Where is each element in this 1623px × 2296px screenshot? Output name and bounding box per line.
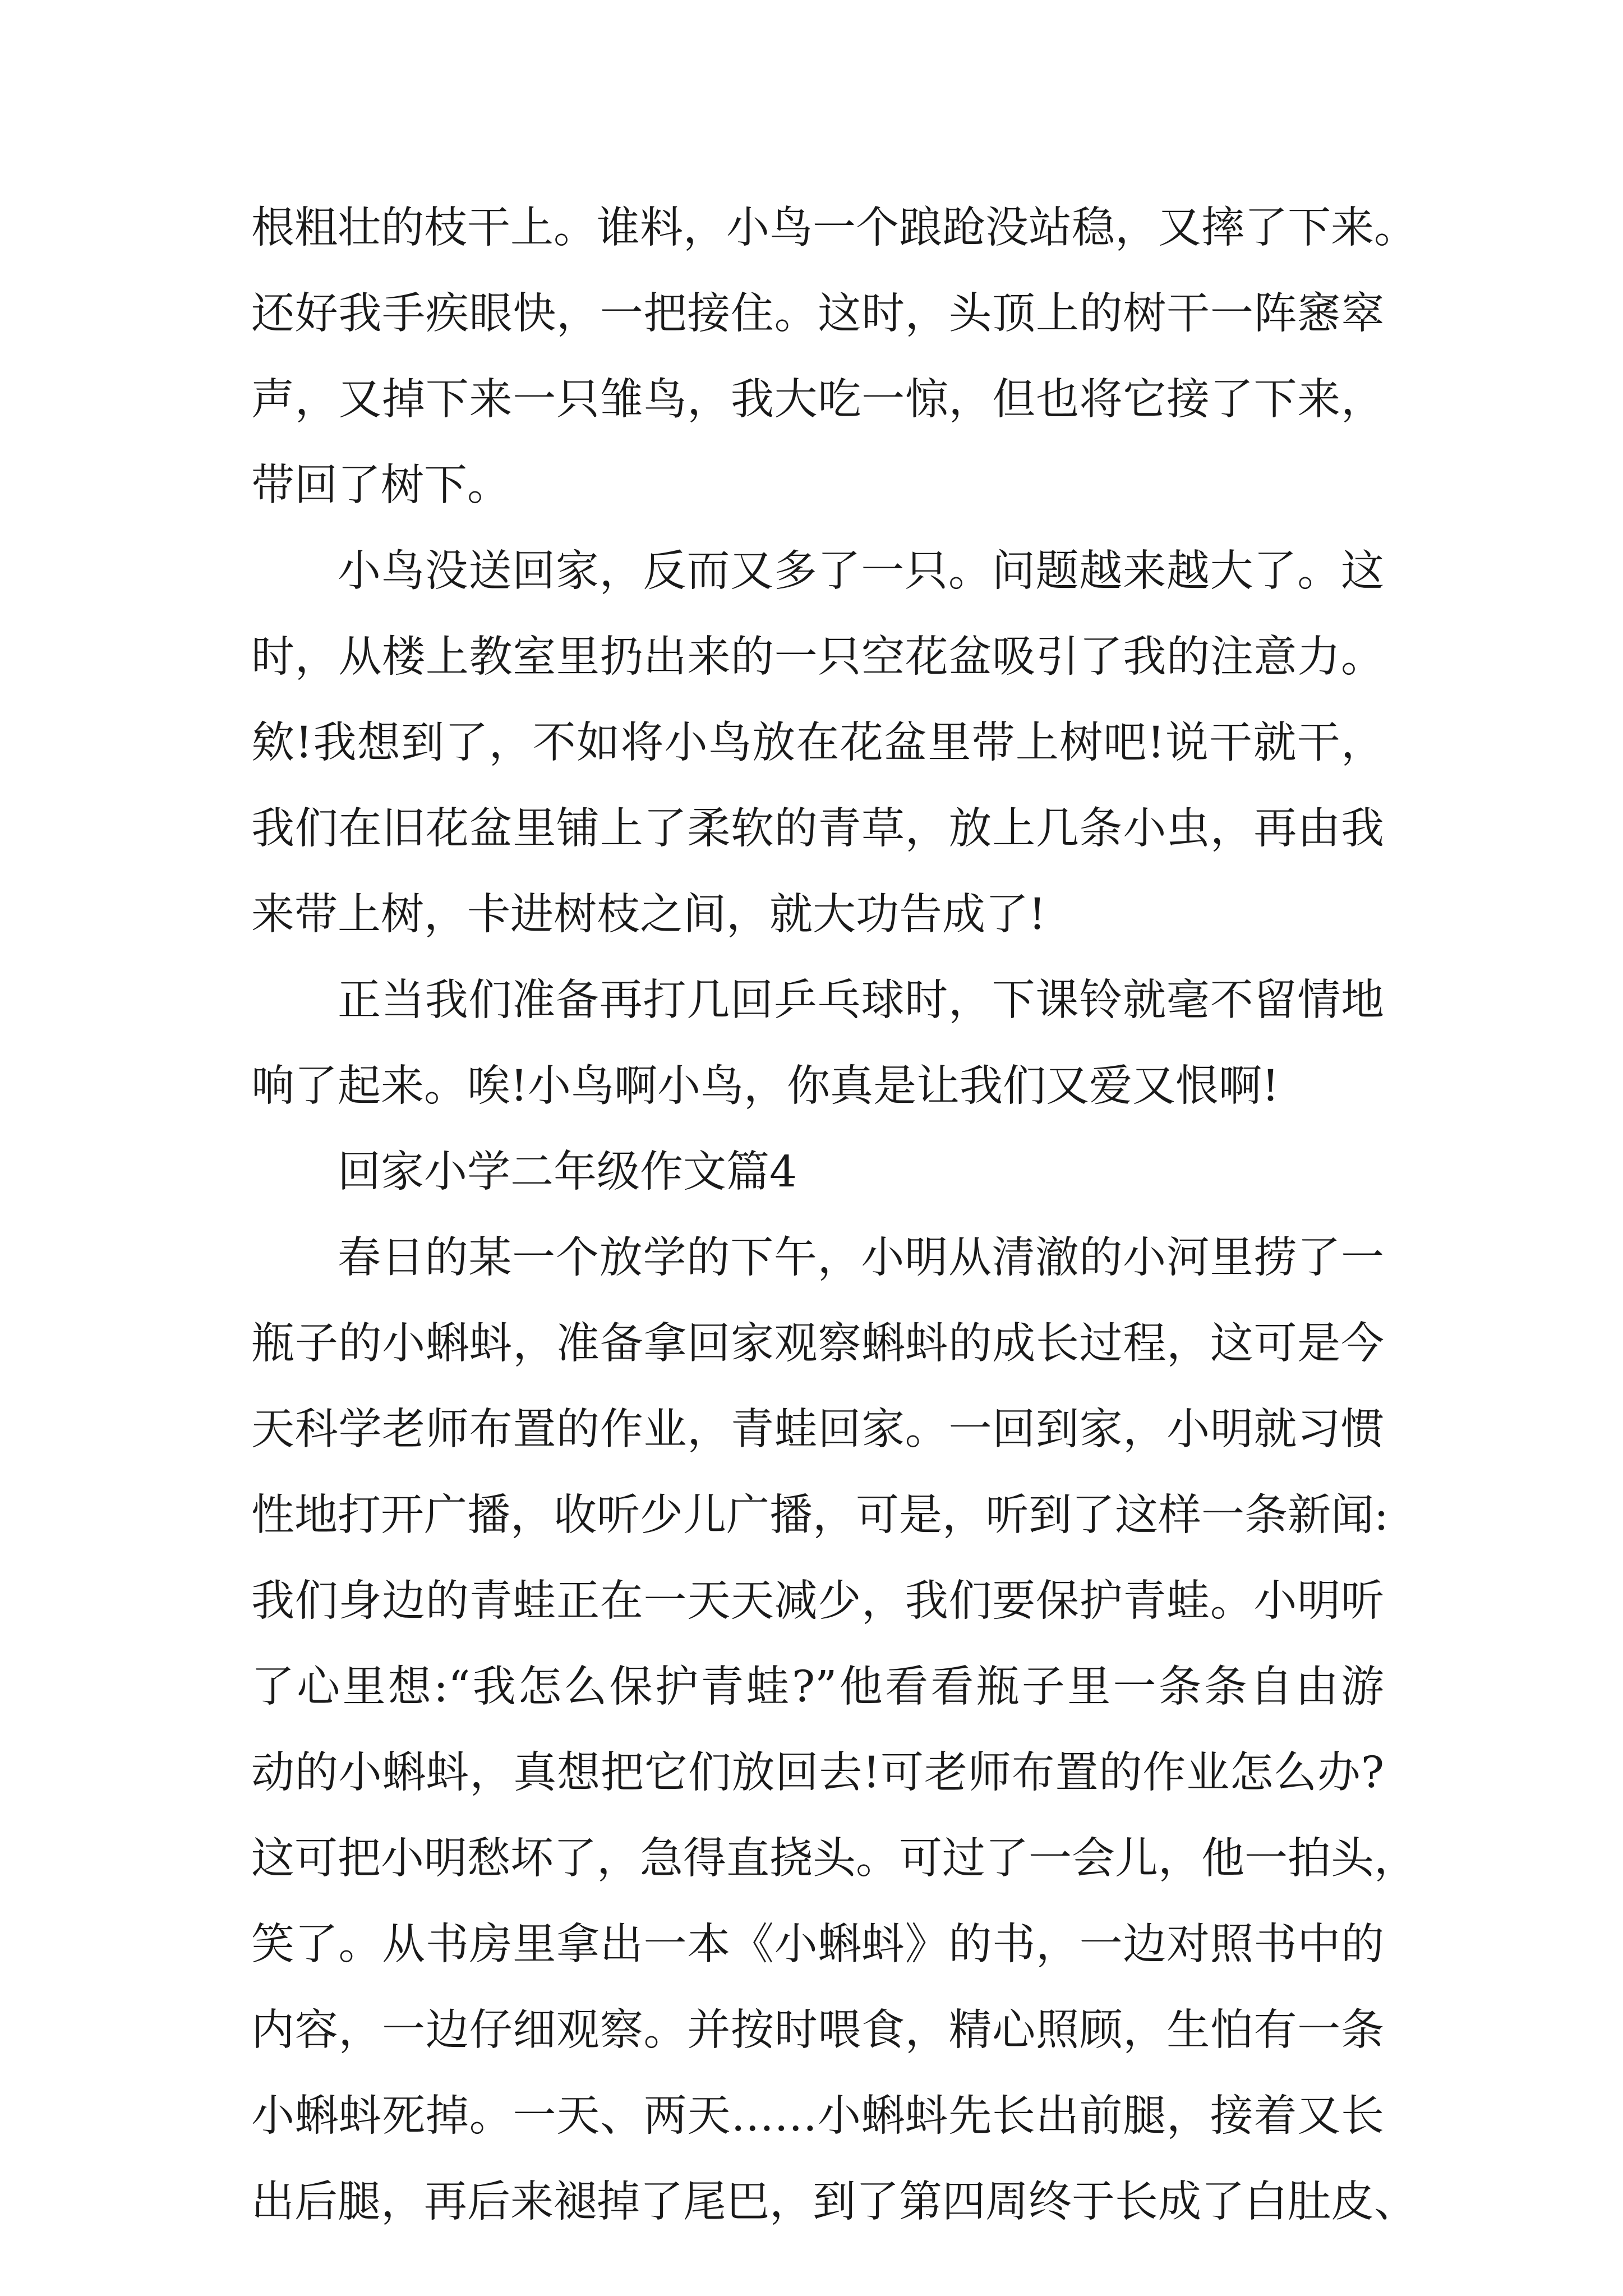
text-line: 了心里想:“我怎么保护青蛙?”他看看瓶子里一条条自由游 (251, 1662, 1384, 1712)
section-heading (251, 1129, 1384, 1215)
text-line: 响了起来。唉!小鸟啊小鸟，你真是让我们又爱又恨啊! (251, 1061, 1279, 1111)
text-line: 时，从楼上教室里扔出来的一只空花盆吸引了我的注意力。 (251, 632, 1384, 682)
text-line: 内容，一边仔细观察。并按时喂食，精心照顾，生怕有一条 (251, 2005, 1384, 2055)
text-line: 笑了。从书房里拿出一本《小蝌蚪》的书，一边对照书中的 (251, 1920, 1384, 1970)
text-line: 声，又掉下来一只雏鸟，我大吃一惊，但也将它接了下来， (251, 375, 1384, 425)
text-line: 动的小蝌蚪，真想把它们放回去!可老师布置的作业怎么办? (251, 1748, 1384, 1798)
text-line: 还好我手疾眼快，一把接住。这时，头顶上的树干一阵窸窣 (251, 289, 1384, 339)
text-line: 正当我们准备再打几回乒乓球时，下课铃就毫不留情地 (338, 976, 1384, 1025)
text-line: 我们在旧花盆里铺上了柔软的青草，放上几条小虫，再由我 (251, 804, 1384, 854)
text-line: 小鸟没送回家，反而又多了一只。问题越来越大了。这 (338, 546, 1384, 596)
text-line: 来带上树，卡进树枝之间，就大功告成了! (251, 890, 1046, 940)
paragraph (251, 958, 1384, 1129)
text-line: 根粗壮的枝干上。谁料，小鸟一个踉跄没站稳，又摔了下来。 (251, 203, 1417, 253)
document-body (251, 185, 1417, 2245)
text-line: 瓶子的小蝌蚪，准备拿回家观察蝌蚪的成长过程，这可是今 (251, 1319, 1384, 1369)
text-line: 天科学老师布置的作业，青蛙回家。一回到家，小明就习惯 (251, 1405, 1384, 1455)
text-line: 性地打开广播，收听少儿广播，可是，听到了这样一条新闻: (251, 1490, 1389, 1540)
text-line: 小蝌蚪死掉。一天、两天……小蝌蚪先长出前腿，接着又长 (251, 2091, 1384, 2141)
text-line: 这可把小明愁坏了，急得直挠头。可过了一会儿，他一拍头， (251, 1834, 1417, 1884)
text-line: 出后腿，再后来褪掉了尾巴，到了第四周终于长成了白肚皮、 (251, 2177, 1417, 2227)
text-line: 带回了树下。 (251, 461, 510, 510)
heading-text: 回家小学二年级作文篇4 (338, 1147, 797, 1197)
text-line: 我们身边的青蛙正在一天天减少，我们要保护青蛙。小明听 (251, 1576, 1384, 1626)
text-line: 欸!我想到了，不如将小鸟放在花盆里带上树吧!说干就干， (251, 718, 1384, 768)
paragraph (251, 1215, 1417, 2245)
text-line: 春日的某一个放学的下午，小明从清澈的小河里捞了一 (338, 1233, 1384, 1283)
paragraph (251, 185, 1417, 528)
paragraph (251, 528, 1384, 958)
